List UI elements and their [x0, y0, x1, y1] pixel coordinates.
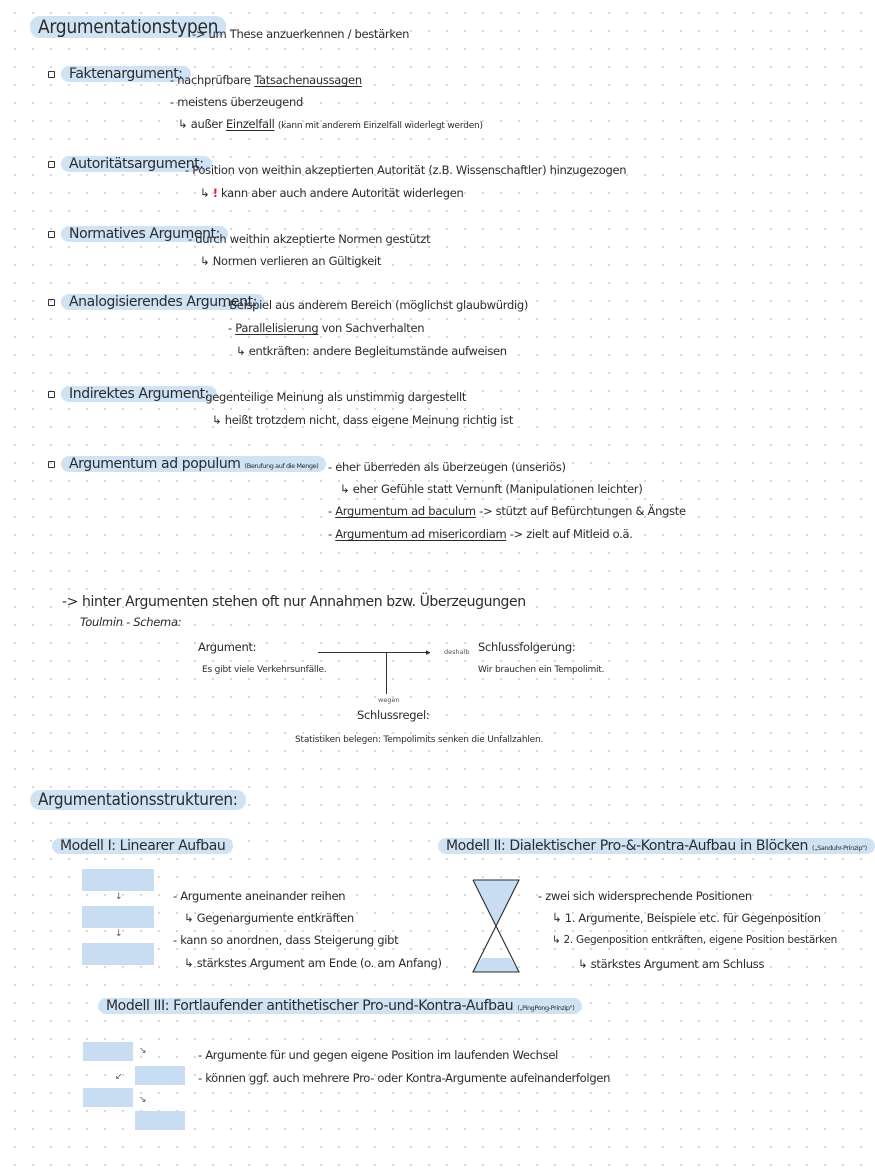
toulmin-argument-example: Es gibt viele Verkehrsunfälle.: [202, 665, 327, 675]
toulmin-main-line: [318, 652, 430, 653]
fakten-line1: - nachprüfbare Tatsachenaussagen: [170, 73, 362, 87]
analog-line1: - Beispiel aus anderem Bereich (möglichst glaubwürdig): [222, 298, 529, 312]
modell3-line2: - können ggf. auch mehrere Pro- oder Kontra-Argumente aufeinanderfolgen: [198, 1071, 611, 1085]
type-norm: Normatives Argument:: [48, 226, 228, 242]
modell2-line3: ↳ 2. Gegenposition entkräften, eigene Position bestärken: [552, 934, 837, 946]
analog-line2: - Parallelisierung von Sachverhalten: [228, 321, 425, 335]
modell1-arrow-icon-2: ↓: [115, 929, 123, 939]
type-autor: Autoritätsargument:: [48, 156, 212, 172]
modell3-block-4: [135, 1111, 185, 1130]
exclamation-icon: !: [212, 186, 218, 200]
type-fakten: Faktenargument:: [48, 66, 191, 82]
page-title: Argumentationstypen: [30, 16, 226, 38]
modell3-block-3: [83, 1088, 133, 1107]
modell3-block-2: [135, 1066, 185, 1085]
populum-line2: ↳ eher Gefühle statt Vernunft (Manipulationen leichter): [340, 482, 643, 496]
modell2-line1: - zwei sich widersprechende Positionen: [538, 889, 752, 903]
modell2-line2: ↳ 1. Argumente, Beispiele etc. für Gegenposition: [552, 911, 821, 925]
toulmin-title: Toulmin - Schema:: [80, 615, 182, 629]
indirekt-line2: ↳ heißt trotzdem nicht, dass eigene Meinung richtig ist: [212, 413, 514, 427]
fakten-line3: ↳ außer Einzelfall (kann mit anderem Einzelfall widerlegt werden): [178, 117, 483, 131]
modell1-block-2: [82, 906, 154, 928]
modell1-title: Modell I: Linearer Aufbau: [52, 838, 233, 854]
modell1-line4: ↳ stärkstes Argument am Ende (o. am Anfang): [184, 956, 442, 970]
type-analog: Analogisierendes Argument:: [48, 294, 265, 310]
section-strukturen: Argumentationsstrukturen:: [30, 790, 246, 810]
toulmin-deshalb: deshalb: [444, 648, 470, 656]
fakten-line2: - meistens überzeugend: [170, 95, 303, 109]
norm-line1: - durch weithin akzeptierte Normen gestützt: [188, 232, 431, 246]
modell1-block-1: [82, 869, 154, 891]
modell1-arrow-icon-1: ↓: [115, 892, 123, 902]
toulmin-regel-example: Statistiken belegen: Tempolimits senken die Unfallzahlen.: [295, 735, 544, 745]
autor-line2: ↳ ! kann aber auch andere Autorität widerlegen: [200, 186, 464, 200]
analog-line3: ↳ entkräften: andere Begleitumstände aufweisen: [236, 344, 507, 358]
type-indirekt: Indirektes Argument:: [48, 386, 217, 402]
modell1-line1: - Argumente aneinander reihen: [173, 889, 346, 903]
toulmin-down-line: [386, 652, 387, 694]
modell3-arrow-icon-2: ↙: [115, 1072, 123, 1082]
autor-line1: - Position von weithin akzeptierten Autorität (z.B. Wissenschaftler) hinzugezogen: [185, 163, 627, 177]
modell1-block-3: [82, 943, 154, 965]
hint-line: -> hinter Argumenten stehen oft nur Annahmen bzw. Überzeugungen: [62, 594, 526, 610]
modell2-line4: ↳ stärkstes Argument am Schluss: [578, 957, 765, 971]
norm-line2: ↳ Normen verlieren an Gültigkeit: [200, 254, 382, 268]
populum-line4: - Argumentum ad misericordiam -> zielt auf Mitleid o.ä.: [328, 527, 633, 541]
toulmin-argument: Argument:: [198, 640, 257, 654]
type-populum: Argumentum ad populum (Berufung auf die Menge): [48, 456, 326, 472]
modell3-block-1: [83, 1042, 133, 1061]
title-note: -> um These anzuerkennen / bestärken: [192, 27, 410, 41]
modell3-arrow-icon-3: ↘: [139, 1095, 147, 1105]
modell1-line2: ↳ Gegenargumente entkräften: [184, 911, 354, 925]
modell3-arrow-icon-1: ↘: [139, 1046, 147, 1056]
indirekt-line1: - gegenteilige Meinung als unstimmig dargestellt: [198, 390, 467, 404]
toulmin-folgerung-example: Wir brauchen ein Tempolimit.: [478, 665, 605, 675]
toulmin-regel: Schlussregel:: [357, 708, 430, 722]
toulmin-arrow-icon: ▸: [426, 648, 431, 658]
populum-line3: - Argumentum ad baculum -> stützt auf Befürchtungen & Ängste: [328, 504, 686, 518]
modell3-title: Modell III: Fortlaufender antithetischer Pro-und-Kontra-Aufbau („PingPong-Prinzip"): [98, 998, 582, 1014]
toulmin-folgerung: Schlussfolgerung:: [478, 640, 576, 654]
toulmin-wegen: wegen: [378, 696, 400, 704]
modell1-line3: - kann so anordnen, dass Steigerung gibt: [173, 933, 399, 947]
modell2-title: Modell II: Dialektischer Pro-&-Kontra-Aufbau in Blöcken („Sanduhr-Prinzip"): [438, 838, 875, 854]
modell3-line1: - Argumente für und gegen eigene Position im laufenden Wechsel: [198, 1048, 558, 1062]
hourglass-icon: [470, 878, 522, 974]
populum-line1: - eher überreden als überzeugen (unseriös): [328, 460, 566, 474]
